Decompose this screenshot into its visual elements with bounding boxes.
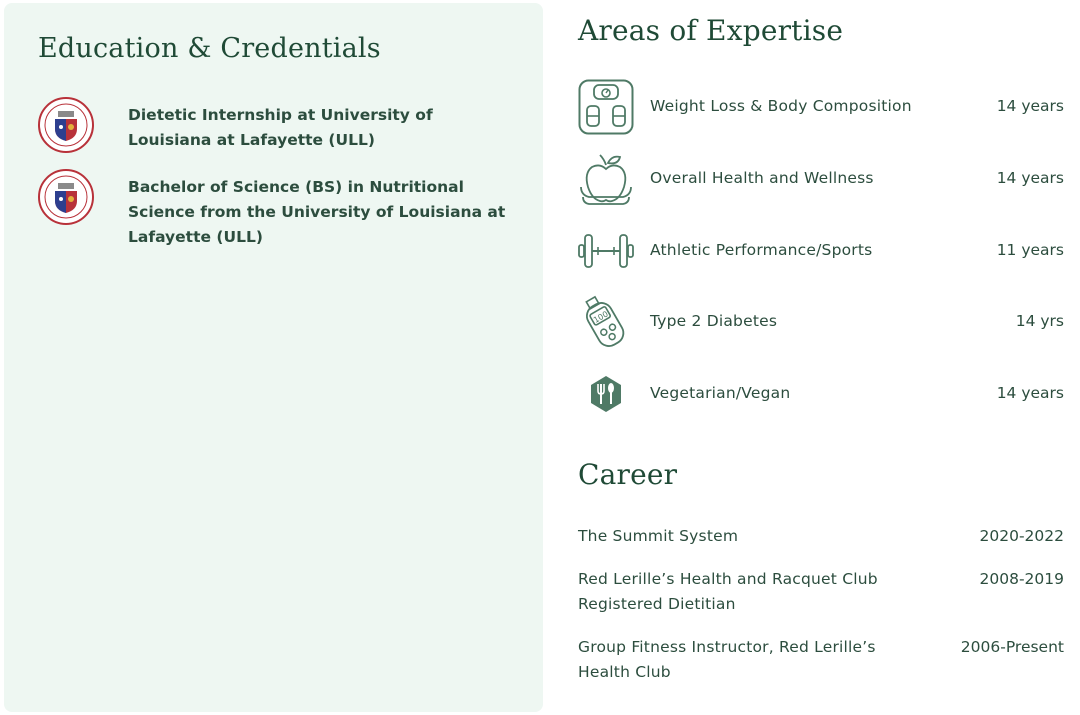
career-title: Career — [578, 458, 678, 491]
expertise-years: 14 years — [996, 97, 1064, 115]
glucose-meter-icon — [578, 294, 634, 350]
expertise-label: Athletic Performance/Sports — [650, 241, 873, 259]
education-item-text: Bachelor of Science (BS) in Nutritional Science from the University of Louisiana at Lafayette (ULL) — [128, 178, 506, 246]
career-years: 2008-2019 — [979, 570, 1064, 588]
education-item — [38, 97, 538, 157]
vegan-badge-icon — [578, 366, 634, 422]
expertise-title: Areas of Expertise — [578, 14, 844, 47]
expertise-label: Weight Loss & Body Composition — [650, 97, 912, 115]
expertise-years: 14 years — [996, 169, 1064, 187]
career-role: The Summit System — [578, 527, 739, 545]
apple-icon — [578, 151, 634, 207]
expertise-years: 14 years — [996, 384, 1064, 402]
expertise-years: 14 yrs — [1015, 312, 1064, 330]
education-item — [38, 169, 538, 246]
right-column — [578, 0, 1064, 715]
career-item — [578, 635, 1064, 687]
expertise-label: Vegetarian/Vegan — [650, 384, 791, 402]
career-years: 2020-2022 — [979, 527, 1064, 545]
scale-icon — [578, 79, 634, 135]
education-title: Education & Credentials — [38, 33, 381, 64]
expertise-item — [578, 223, 1064, 279]
expertise-item — [578, 79, 1064, 135]
expertise-item — [578, 294, 1064, 350]
education-item-text: Dietetic Internship at University of Louisiana at Lafayette (ULL) — [128, 106, 433, 149]
svg-text:100: 100 — [592, 309, 610, 325]
expertise-item — [578, 366, 1064, 422]
career-role: Group Fitness Instructor, Red Lerille’s Health Club — [578, 638, 876, 681]
expertise-label: Overall Health and Wellness — [650, 169, 874, 187]
university-seal-icon — [38, 97, 94, 153]
expertise-label: Type 2 Diabetes — [650, 312, 778, 330]
career-item — [578, 524, 1064, 550]
education-panel — [4, 3, 543, 712]
career-years: 2006-Present — [960, 638, 1064, 656]
career-role: Red Lerille’s Health and Racquet Club Registered Dietitian — [578, 570, 878, 613]
dumbbell-icon — [578, 223, 634, 279]
expertise-item — [578, 151, 1064, 207]
career-item — [578, 567, 1064, 619]
university-seal-icon — [38, 169, 94, 225]
expertise-years: 11 years — [996, 241, 1064, 259]
